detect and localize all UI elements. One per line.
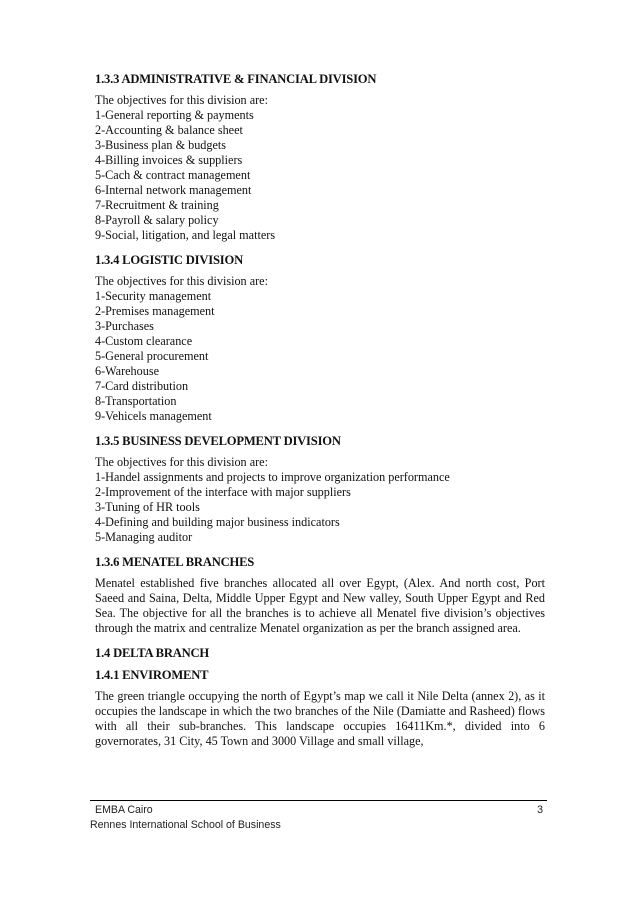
list-item: 9-Social, litigation, and legal matters [95,228,276,242]
list-item: 7-Recruitment & training [95,198,219,212]
list-item: 8-Payroll & salary policy [95,213,219,227]
list-item: 1-Security management [95,289,212,303]
section-menatel-branches [95,554,545,636]
list-item: 8-Transportation [95,394,177,408]
list-item: 3-Business plan & budgets [95,138,227,152]
list-item: 5-General procurement [95,349,209,363]
page-number: 3 [537,804,543,816]
section-heading: 1.3.3 ADMINISTRATIVE & FINANCIAL DIVISION [95,72,377,86]
footer-program: EMBA Cairo [95,804,153,816]
list-item: 1-General reporting & payments [95,108,254,122]
list-item: 6-Warehouse [95,364,159,378]
subsection-heading: 1.4.1 ENVIROMENT [95,668,209,682]
list-item: 4-Defining and building major business indicators [95,515,340,529]
section-heading: 1.3.4 LOGISTIC DIVISION [95,253,243,267]
section-administrative-financial [95,71,545,243]
list-item: 4-Billing invoices & suppliers [95,153,243,167]
page-footer [90,800,547,833]
paragraph: The green triangle occupying the north of Egypt’s map we call it Nile Delta (annex 2), as it occupies the landscape in which the two branches of the Nile (Damiatte and Rasheed) flows with all their sub-branches. This landscape occupies 16411Km.*, divided into 6 governorates, 31 City, 45 Town and 3000 Village and small village, [95,689,545,748]
section-heading: 1.3.5 BUSINESS DEVELOPMENT DIVISION [95,434,341,448]
list-item: 7-Card distribution [95,379,189,393]
section-intro: The objectives for this division are: [95,274,268,288]
list-item: 5-Managing auditor [95,530,193,544]
footer-school: Rennes International School of Business [90,819,281,831]
list-item: 6-Internal network management [95,183,252,197]
list-item: 4-Custom clearance [95,334,193,348]
list-item: 2-Premises management [95,304,215,318]
document-body [95,71,545,753]
section-business-development [95,433,545,545]
list-item: 9-Vehicels management [95,409,212,423]
section-delta-branch [95,645,545,749]
list-item: 3-Purchases [95,319,154,333]
section-heading: 1.3.6 MENATEL BRANCHES [95,555,255,569]
section-intro: The objectives for this division are: [95,93,268,107]
section-heading: 1.4 DELTA BRANCH [95,646,210,660]
list-item: 5-Cach & contract management [95,168,251,182]
list-item: 2-Improvement of the interface with major suppliers [95,485,351,499]
list-item: 2-Accounting & balance sheet [95,123,243,137]
list-item: 1-Handel assignments and projects to improve organization performance [95,470,450,484]
section-intro: The objectives for this division are: [95,455,268,469]
list-item: 3-Tuning of HR tools [95,500,200,514]
section-logistic [95,252,545,424]
paragraph: Menatel established five branches allocated all over Egypt, (Alex. And north cost, Port Saeed and Saina, Delta, Middle Upper Egypt and New valley, South Upper Egypt and Red Sea. The objective for all the branches is to achieve all Menatel five division’s objectives through the matrix and centralize Menatel organization as per the branch assigned area. [95,576,545,635]
